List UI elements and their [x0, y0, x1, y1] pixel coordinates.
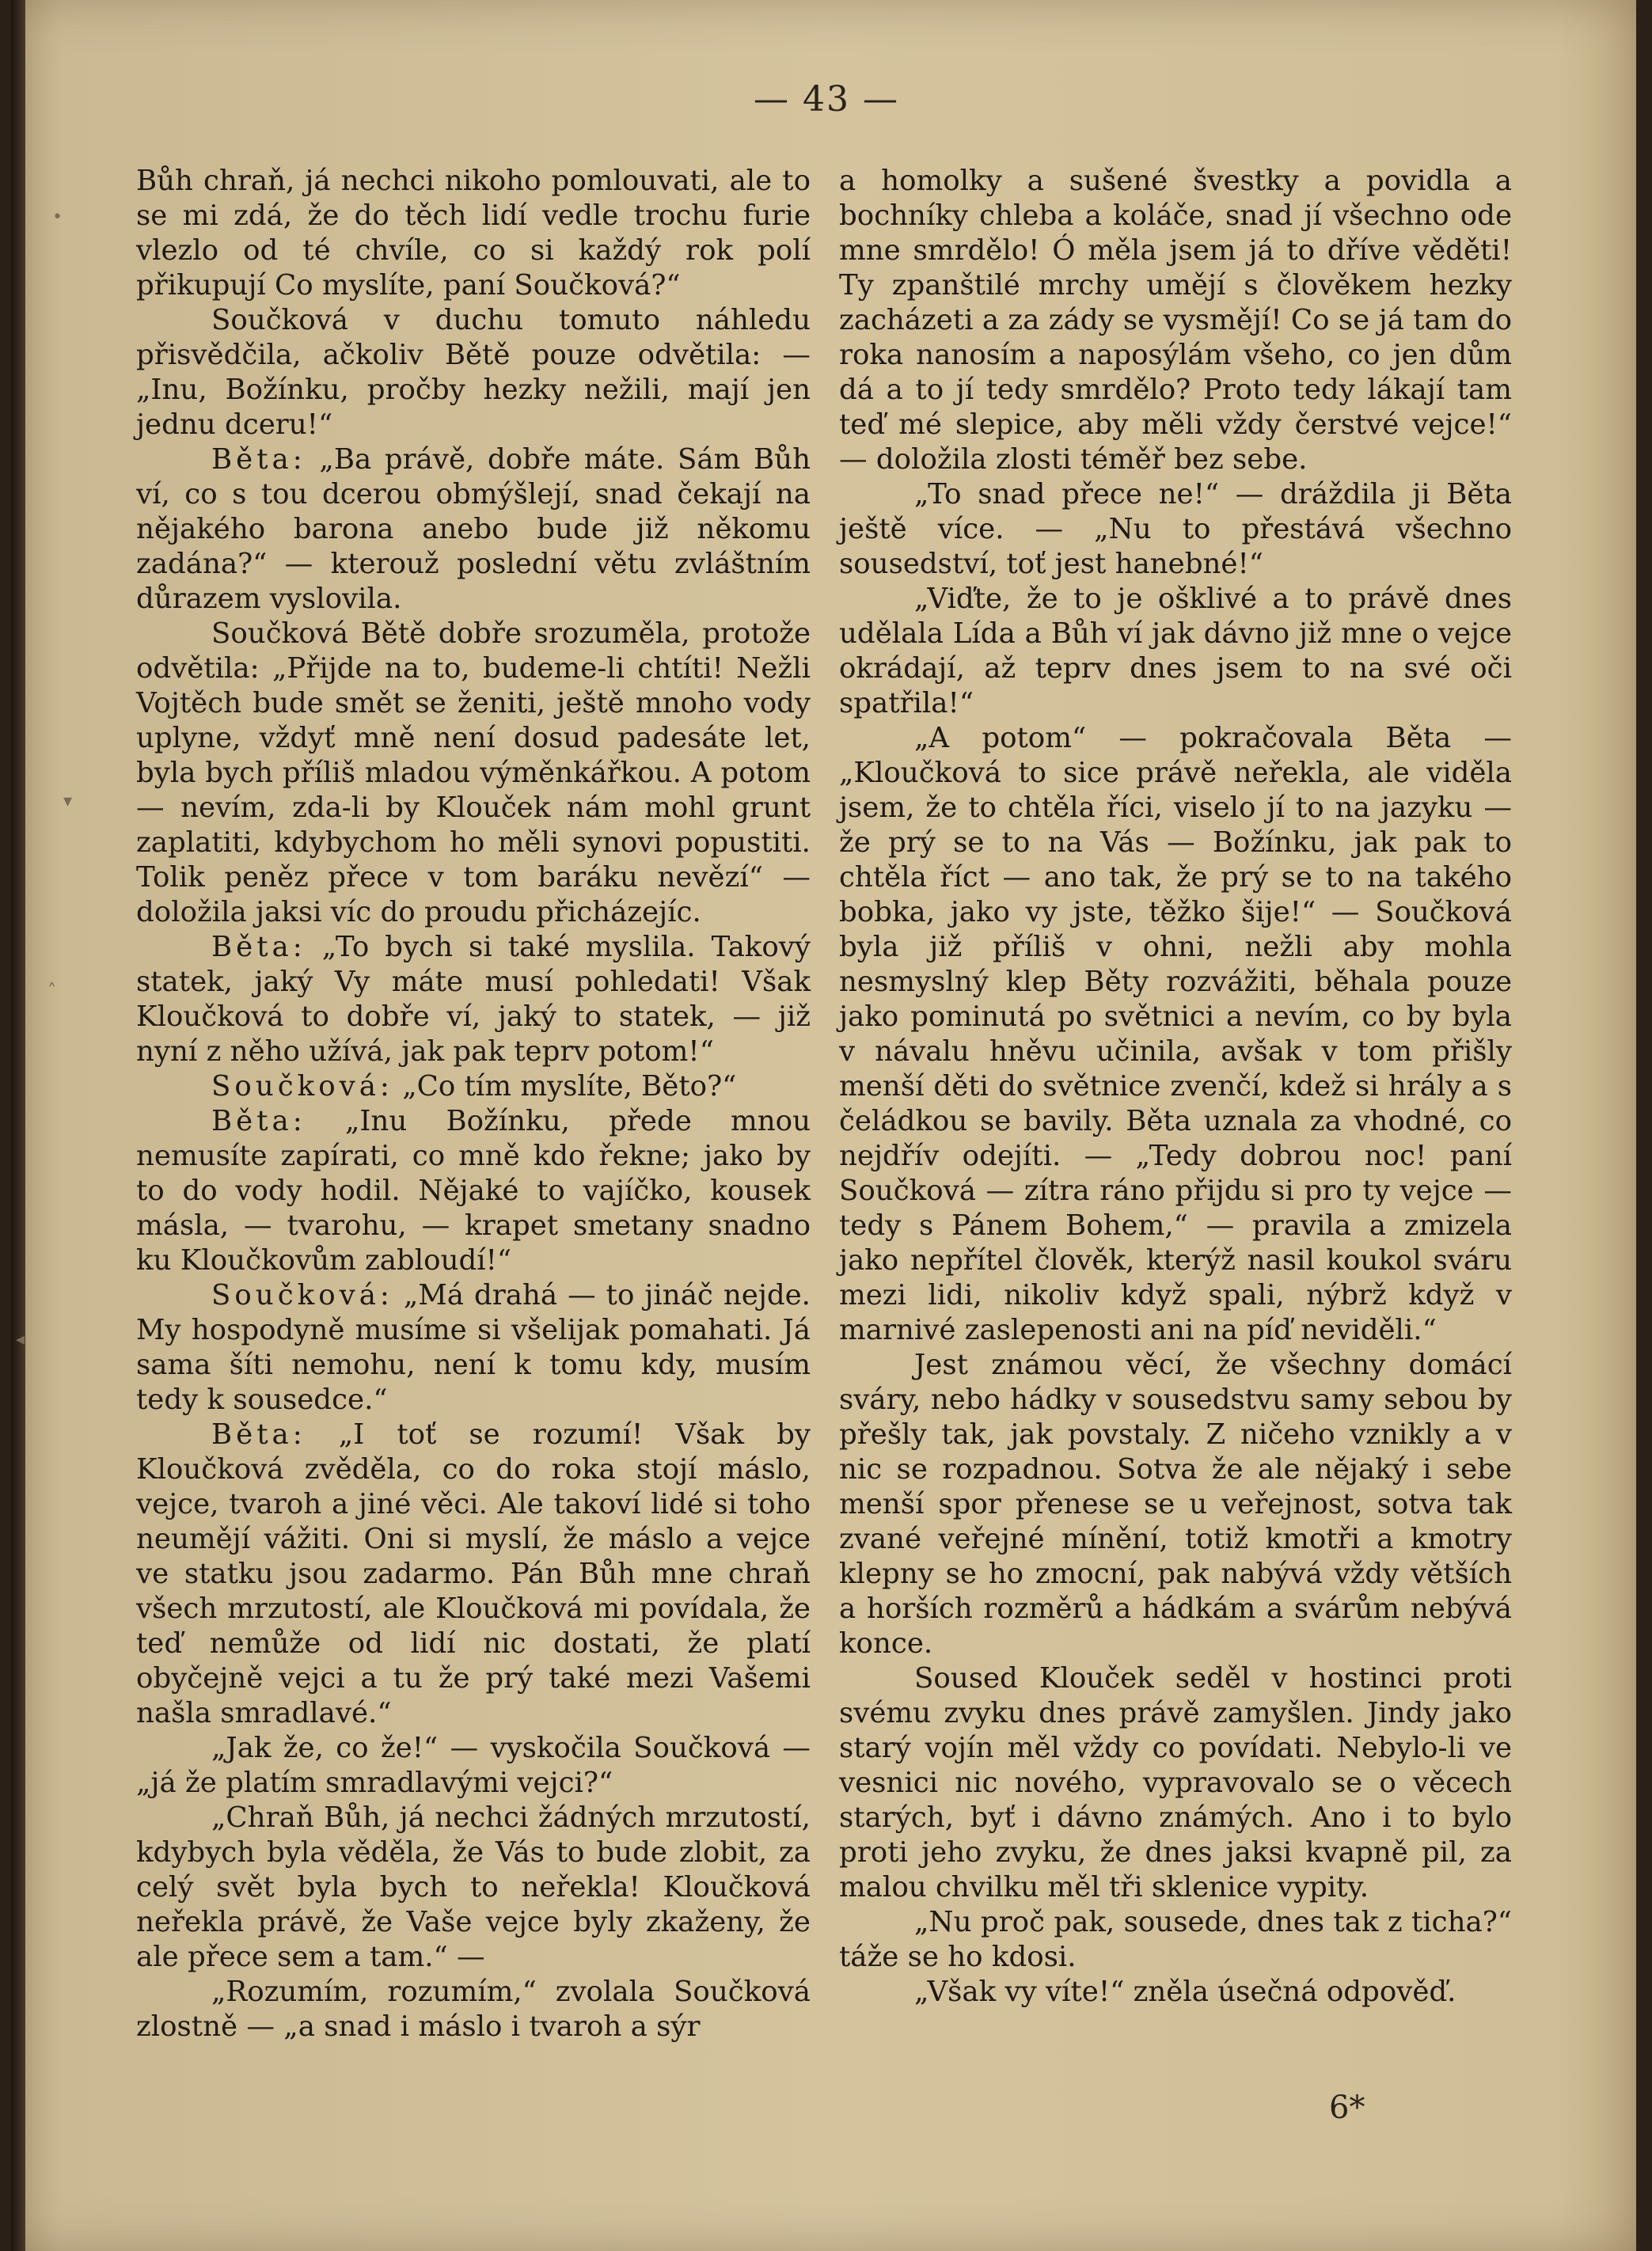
paragraph: „Rozumím, rozumím,“ zvolala Součková zlostně — „a snad i máslo i tvaroh a sýr — [136, 1976, 811, 2043]
printer-signature-mark: 6* — [1329, 2090, 1365, 2126]
book-page — [11, 0, 1636, 2251]
page-number: — 43 — — [754, 79, 899, 120]
page-binding-edge — [11, 0, 25, 2251]
paragraph: „To snad přece ne!“ — dráždila ji Běta ještě více. — „Nu to přestává všechno sousedství, toť jest hanebné!“ — [839, 478, 1512, 580]
paragraph: a homolky a sušené švestky a povidla a bochníky chleba a koláče, snad jí všechno ode mne smrdělo! Ó měla jsem já to dříve věděti! Ty zpanštilé mrchy umějí s člověkem hezky zacházeti a za zády se vysmějí! Co se já tam do roka nanosím a naposýlám všeho, co jen dům dá a to jí tedy smrdělo? Proto tedy lákají tam teď mé slepice, aby měli vždy čerstvé vejce!“ — doložila zlosti téměř bez sebe. — [839, 165, 1512, 476]
paragraph: Bůh chraň, já nechci nikoho pomlouvati, ale to se mi zdá, že do těch lidí vedle trochu furie vlezlo od té chvíle, co si každý rok polí přikupují Co myslíte, paní Součková?“ — [136, 165, 811, 302]
speaker-label: Běta: — [211, 443, 306, 476]
paragraph: „Však vy víte!“ zněla úsečná odpověď. — [914, 1976, 1456, 2008]
dialogue-paragraph: Součková: „Má drahá — to jináč nejde. My hospodyně musíme si všelijak pomahati. Já sama šíti nemohu, není k tomu kdy, musím tedy k sousedce.“ — [136, 1279, 811, 1416]
paragraph: „Viďte, že to je ošklivé a to právě dnes udělala Lída a Bůh ví jak dávno již mne o vejce okrádají, až teprv dnes jsem to na své oči spatřila!“ — [839, 583, 1512, 719]
speaker-label: Součková: — [211, 1070, 393, 1103]
paragraph: Jest známou věcí, že všechny domácí sváry, nebo hádky v sousedstvu samy sebou by přešly tak, jak povstaly. Z ničeho vznikly a v nic se rozpadnou. Sotva že ale nějaký i sebe menší spor přenese se u veřejnost, sotva tak zvané veřejné mínění, totiž kmotři a kmotry klepny se ho zmocní, pak nabývá vždy větších a horších rozměrů a hádkám a svárům nebývá konce. — [839, 1349, 1512, 1660]
left-text-column — [136, 164, 811, 2044]
dialogue-paragraph: Běta: „To bych si také myslila. Takový statek, jaký Vy máte musí pohledati! Však Kloučková to dobře ví, jaký to statek, — již nyní z něho užívá, jak pak teprv potom!“ — [136, 931, 811, 1068]
speaker-label: Běta: — [211, 931, 306, 963]
margin-mark: ◂ — [16, 1330, 25, 1349]
margin-mark: • — [52, 207, 63, 227]
margin-mark: ▾ — [63, 791, 73, 811]
paragraph: „Jak že, co že!“ — vyskočila Součková — „já že platím smradlavými vejci?“ — [136, 1732, 811, 1799]
paragraph: Soused Klouček seděl v hostinci proti svému zvyku dnes právě zamyšlen. Jindy jako starý vojín měl vždy co povídati. Nebylo-li ve vesnici nic nového, vypravovalo se o věcech starých, byť i dávno známých. Ano i to bylo proti jeho zvyku, že dnes jaksi kvapně pil, za malou chvilku měl tři sklenice vypity. — [839, 1662, 1512, 1904]
dialogue-paragraph: Běta: „Ba právě, dobře máte. Sám Bůh ví, co s tou dcerou obmýšlejí, snad čekají na nějakého barona anebo bude již někomu zadána?“ — kterouž poslední větu zvláštním důrazem vyslovila. — [136, 443, 811, 615]
margin-mark: ˄ — [47, 981, 56, 1001]
speaker-label: Běta: — [211, 1105, 306, 1137]
paragraph: „Chraň Bůh, já nechci žádných mrzutostí, kdybych byla věděla, že Vás to bude zlobit, za celý svět byla bych to neřekla! Kloučková neřekla právě, že Vaše vejce byly zkaženy, že ale přece sem a tam.“ — — [136, 1801, 811, 1973]
paragraph: „Nu proč pak, sousede, dnes tak z ticha?“ táže se ho kdosi. — [839, 1906, 1512, 1973]
dialogue-paragraph: Běta: „I toť se rozumí! Však by Kloučková zvěděla, co do roka stojí máslo, vejce, tvaroh a jiné věci. Ale takoví lidé si toho neumějí vážiti. Oni si myslí, že máslo a vejce ve statku jsou zadarmo. Pán Bůh mne chraň všech mrzutostí, ale Kloučková mi povídala, že teď nemůže od lidí nic dostati, že platí obyčejně vejci a tu že prý také mezi Vašemi našla smradlavé.“ — [136, 1418, 811, 1729]
paragraph: Součková Bětě dobře srozuměla, protože odvětila: „Přijde na to, budeme-li chtíti! Nežli Vojtěch bude smět se ženiti, ještě mnoho vody uplyne, vždyť mně není dosud padesáte let, byla bych příliš mladou výměnkářkou. A potom — nevím, zda-li by Klouček nám mohl grunt zaplatiti, kdybychom ho měli synovi popustiti. Tolik peněz přece v tom baráku nevězí“ — doložila jaksi víc do proudu přicházejíc. — [136, 617, 811, 928]
dialogue-paragraph: Běta: „Inu Božínku, přede mnou nemusíte zapírati, co mně kdo řekne; jako by to do vody hodil. Nějaké to vajíčko, kousek másla, — tvarohu, — krapet smetany snadno ku Kloučkovům zabloudí!“ — [136, 1105, 811, 1277]
paragraph: Součková v duchu tomuto náhledu přisvědčila, ačkoliv Bětě pouze odvětila: — „Inu, Božínku, pročby hezky nežili, mají jen jednu dceru!“ — [136, 304, 811, 441]
speaker-label: Běta: — [211, 1418, 306, 1451]
right-text-column — [839, 164, 1512, 2010]
paragraph: „A potom“ — pokračovala Běta — „Kloučková to sice právě neřekla, ale viděla jsem, že to chtěla říci, viselo jí to na jazyku — že prý se to na Vás — Božínku, jak pak to chtěla říct — ano tak, že prý se to na takého bobka, jako vy jste, těžko šije!“ — Součková byla již příliš v ohni, nežli aby mohla nesmyslný klep Běty rozvážiti, běhala pouze jako pominutá po světnici a nevím, co by byla v návalu hněvu učinila, avšak v tom přišly menší děti do světnice zvenčí, kdež si hrály a s čeládkou se bavily. Běta uznala za vhodné, co nejdřív odejíti. — „Tedy dobrou noc! paní Součková — zítra ráno přijdu si pro ty vejce — tedy s Pánem Bohem,“ — pravila a zmizela jako nepřítel člověk, kterýž nasil koukol sváru mezi lidi, nikoliv když spali, nýbrž když v marnivé zaslepenosti ani na píď neviděli.“ — [839, 722, 1512, 1346]
speaker-label: Součková: — [211, 1279, 393, 1312]
dialogue-paragraph: Součková: „Co tím myslíte, Běto?“ — [211, 1070, 737, 1103]
